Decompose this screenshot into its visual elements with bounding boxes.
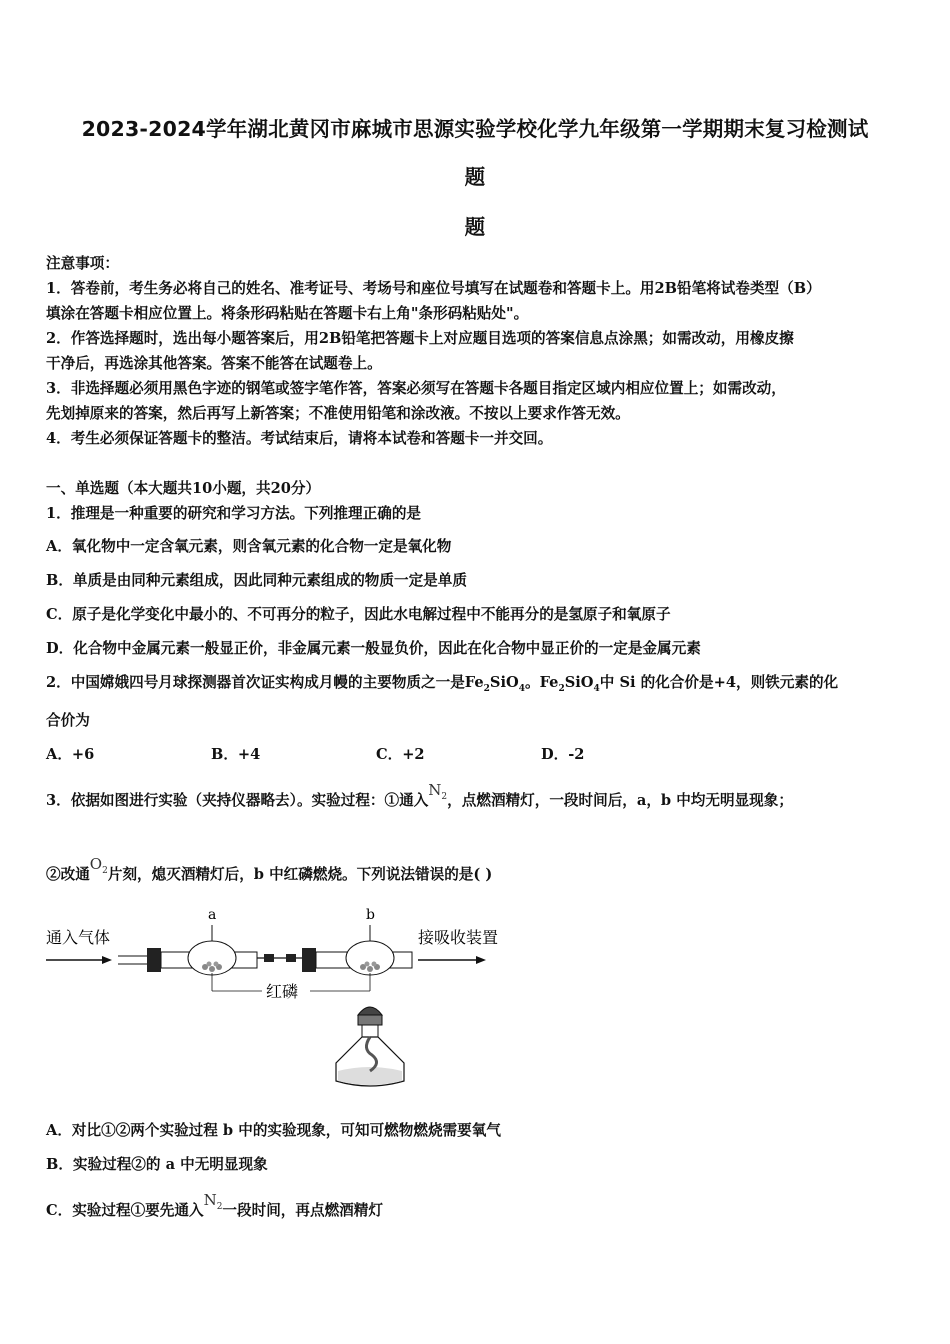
alcohol-lamp [336, 1007, 404, 1086]
notice-item: 3．非选择题必须用黑色字迹的钢笔或签字笔作答，答案必须写在答题卡各题目指定区域内相应位置上；如需改动， [46, 380, 786, 397]
question-2-option-c: C．+2 [376, 746, 425, 763]
question-2-option-b: B．+4 [211, 746, 261, 763]
stopper-right [302, 948, 316, 972]
question-1-option-b: B．单质是由同种元素组成，因此同种元素组成的物质一定是单质 [46, 572, 467, 589]
notice-item: 干净后，再选涂其他答案。答案不能答在试题卷上。 [46, 355, 382, 372]
label-b: b [366, 907, 375, 923]
label-red-phosphorus: 红磷 [266, 982, 299, 1001]
notice-item: 2．作答选择题时，选出每小题答案后，用2B铅笔把答题卡上对应题目选项的答案信息点涂黑；如需改动，用橡皮擦 [46, 330, 794, 347]
page-title: 2023-2024学年湖北黄冈市麻城市思源实验学校化学九年级第一学期期末复习检测试 [81, 117, 869, 141]
notice-item: 填涂在答题卡相应位置上。将条形码粘贴在答题卡右上角"条形码粘贴处"。 [46, 305, 529, 322]
formula-fe2sio4: $Fe_2SiO_4$ [539, 674, 600, 694]
question-3-stem: 3．依据如图进行实验（夹持仪器略去）。实验过程：①通入$N_2$，点燃酒精灯，一段时间后，a，b 中均无明显现象； [46, 781, 793, 809]
label-a: a [208, 907, 217, 923]
question-1-option-d: D．化合物中金属元素一般显正价，非金属元素一般显负价，因此在化合物中显正价的一定是金属元素 [46, 640, 701, 657]
notice-item: 1．答卷前，考生务必将自己的姓名、准考证号、考场号和座位号填写在试题卷和答题卡上。用2B铅笔将试卷类型（B） [46, 280, 821, 297]
formula-o2: $O_2$ [89, 855, 108, 876]
formula-n2: $N_2$ [428, 781, 448, 802]
question-3-option-b: B．实验过程②的 a 中无明显现象 [46, 1156, 268, 1173]
label-absorber: 接吸收装置 [418, 928, 499, 947]
question-1-stem: 1．推理是一种重要的研究和学习方法。下列推理正确的是 [46, 505, 422, 522]
question-2-stem: 2．中国嫦娥四号月球探测器首次证实构成月幔的主要物质之一是$Fe_2SiO_4$。$Fe_2SiO_4$中 Si 的化合价是+4，则铁元素的化 [46, 674, 839, 694]
notice-heading: 注意事项： [46, 255, 119, 272]
apparatus-diagram [40, 903, 520, 1093]
question-2-option-d: D．-2 [541, 746, 585, 763]
formula-n2: $N_2$ [203, 1191, 223, 1212]
question-3-option-a: A．对比①②两个实验过程 b 中的实验现象，可知可燃物燃烧需要氧气 [46, 1122, 501, 1139]
notice-item: 4．考生必须保证答题卡的整洁。考试结束后，请将本试卷和答题卡一并交回。 [46, 430, 553, 447]
question-2-option-a: A．+6 [46, 746, 95, 763]
label-gas-in: 通入气体 [46, 928, 111, 947]
question-2-stem-line2: 合价为 [46, 712, 90, 729]
page-title-line2: 题 [464, 165, 486, 189]
question-1-option-c: C．原子是化学变化中最小的、不可再分的粒子，因此水电解过程中不能再分的是氢原子和氧原子 [46, 606, 671, 623]
formula-fe2sio4: $Fe_2SiO_4$ [464, 674, 525, 694]
stopper-left [147, 948, 161, 972]
section-heading: 一、单选题（本大题共10小题，共20分） [46, 480, 321, 497]
arrow-in-head [102, 956, 112, 964]
question-3-option-c: C．实验过程①要先通入$N_2$一段时间，再点燃酒精灯 [46, 1191, 383, 1219]
page-title-line3: 题 [464, 215, 486, 239]
arrow-out-head [476, 956, 486, 964]
question-3-stem-line2: ②改通$O_2$片刻，熄灭酒精灯后，b 中红磷燃烧。下列说法错误的是( ) [46, 855, 493, 883]
notice-item: 先划掉原来的答案，然后再写上新答案；不准使用铅笔和涂改液。不按以上要求作答无效。 [46, 405, 630, 422]
question-1-option-a: A．氧化物中一定含氧元素，则含氧元素的化合物一定是氧化物 [46, 538, 452, 555]
